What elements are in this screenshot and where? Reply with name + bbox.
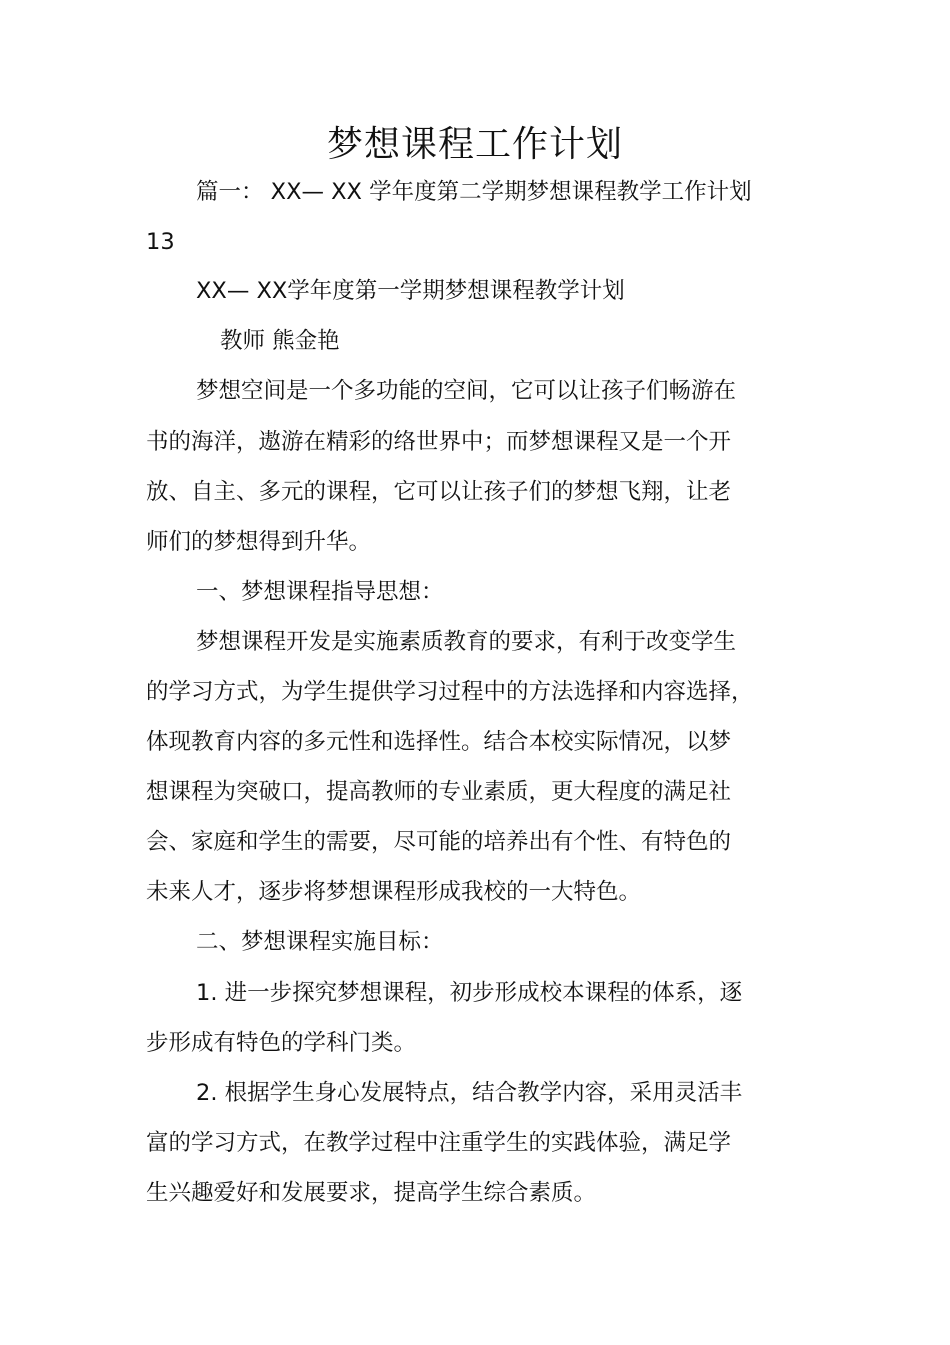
article-heading-line-1: 篇一： XX— XX 学年度第二学期梦想课程教学工作计划 xyxy=(196,179,752,205)
list-item-2-line: 富的学习方式，在教学过程中注重学生的实践体验，满足学 xyxy=(146,1130,732,1156)
paragraph-line: 未来人才，逐步将梦想课程形成我校的一大特色。 xyxy=(146,879,642,905)
teacher-line: 教师 熊金艳 xyxy=(220,328,340,354)
paragraph-line: 的学习方式，为学生提供学习过程中的方法选择和内容选择， xyxy=(146,679,754,705)
paragraph-line: 放、自主、多元的课程，它可以让孩子们的梦想飞翔，让老 xyxy=(146,479,732,505)
document-title: 梦想课程工作计划 xyxy=(326,124,623,165)
paragraph-line: 想课程为突破口，提高教师的专业素质，更大程度的满足社 xyxy=(146,779,732,805)
list-item-2-line: 生兴趣爱好和发展要求，提高学生综合素质。 xyxy=(146,1180,597,1206)
paragraph-line: 体现教育内容的多元性和选择性。结合本校实际情况，以梦 xyxy=(146,729,732,755)
paragraph-line: 书的海洋，遨游在精彩的络世界中；而梦想课程又是一个开 xyxy=(146,429,732,455)
section-heading-2: 二、梦想课程实施目标： xyxy=(196,929,444,955)
plan-subtitle: XX— XX学年度第一学期梦想课程教学计划 xyxy=(196,278,625,304)
paragraph-line: 师们的梦想得到升华。 xyxy=(146,529,372,555)
section-heading-1: 一、梦想课程指导思想： xyxy=(196,579,444,605)
paragraph-line: 会、家庭和学生的需要，尽可能的培养出有个性、有特色的 xyxy=(146,829,732,855)
article-heading-line-2: 13 xyxy=(146,229,175,255)
paragraph-line: 梦想空间是一个多功能的空间，它可以让孩子们畅游在 xyxy=(196,378,737,404)
list-item-1-line: 步形成有特色的学科门类。 xyxy=(146,1030,417,1056)
list-item-2-line: 2. 根据学生身心发展特点，结合教学内容，采用灵活丰 xyxy=(196,1080,743,1106)
list-item-1-line: 1. 进一步探究梦想课程，初步形成校本课程的体系，逐 xyxy=(196,980,743,1006)
paragraph-line: 梦想课程开发是实施素质教育的要求，有利于改变学生 xyxy=(196,629,737,655)
